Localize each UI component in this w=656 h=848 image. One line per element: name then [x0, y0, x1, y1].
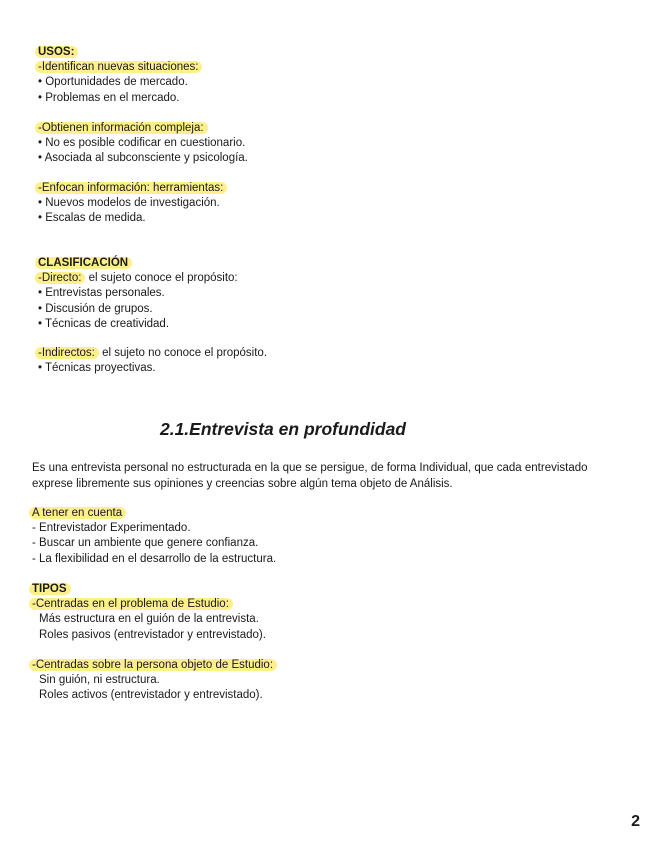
list-item: • Técnicas proyectivas.: [38, 362, 156, 375]
tipos-heading: TIPOS: [29, 583, 71, 595]
section-title: 2.1.Entrevista en profundidad: [159, 419, 407, 439]
tipos-group: [32, 658, 277, 704]
directo-description: el sujeto conoce el propósito:: [85, 272, 238, 285]
list-item: - Entrevistador Experimentado.: [32, 522, 191, 535]
tener-en-cuenta-heading: A tener en cuenta: [29, 507, 126, 519]
usos-group: [38, 121, 248, 167]
indirectos-description: el sujeto no conoce el propósito.: [98, 347, 268, 359]
list-item: • Discusión de grupos.: [38, 302, 153, 315]
tener-en-cuenta-section: [32, 506, 276, 567]
usos-heading: USOS:: [35, 46, 78, 58]
list-item: Sin guión, ni estructura.: [39, 674, 160, 687]
indirectos-group: [38, 346, 267, 376]
indirectos-label: -Indirectos:: [35, 347, 99, 359]
usos-group: [38, 181, 227, 227]
usos-group-title: -Enfocan información: herramientas:: [35, 182, 227, 194]
usos-group-title: -Identifican nuevas situaciones:: [35, 61, 202, 73]
list-item: • Escalas de medida.: [38, 212, 146, 225]
page-number: 2: [631, 813, 640, 830]
list-item: • Técnicas de creatividad.: [38, 317, 170, 330]
list-item: • Entrevistas personales.: [38, 287, 165, 300]
tipos-section: [32, 582, 266, 643]
list-item: - La flexibilidad en el desarrollo de la estructura.: [32, 552, 277, 565]
list-item: • Nuevos modelos de investigación.: [38, 197, 220, 210]
clasificacion-section: [38, 256, 238, 332]
clasificacion-heading: CLASIFICACIÓN: [35, 257, 132, 269]
tipos-group-title: -Centradas en el problema de Estudio:: [29, 598, 233, 610]
intro-paragraph: Es una entrevista personal no estructurada en la que se persigue, de forma Individual, que cada entrevistado exprese libremente sus opiniones y creencias sobre algún tema objeto de Análisis.: [32, 462, 588, 490]
list-item: Roles activos (entrevistador y entrevistado).: [39, 689, 263, 702]
tipos-group-title: -Centradas sobre la persona objeto de Estudio:: [29, 659, 277, 671]
list-item: - Buscar un ambiente que genere confianza.: [32, 537, 259, 550]
list-item: Roles pasivos (entrevistador y entrevistado).: [39, 628, 266, 641]
list-item: • Oportunidades de mercado.: [38, 76, 188, 89]
usos-section: [38, 45, 202, 106]
list-item: • No es posible codificar en cuestionario.: [38, 137, 246, 150]
list-item: Más estructura en el guión de la entrevista.: [39, 613, 259, 626]
usos-group-title: -Obtienen información compleja:: [35, 122, 208, 134]
list-item: • Asociada al subconsciente y psicología.: [38, 152, 248, 165]
directo-label: -Directo:: [35, 272, 85, 284]
list-item: • Problemas en el mercado.: [38, 91, 180, 104]
